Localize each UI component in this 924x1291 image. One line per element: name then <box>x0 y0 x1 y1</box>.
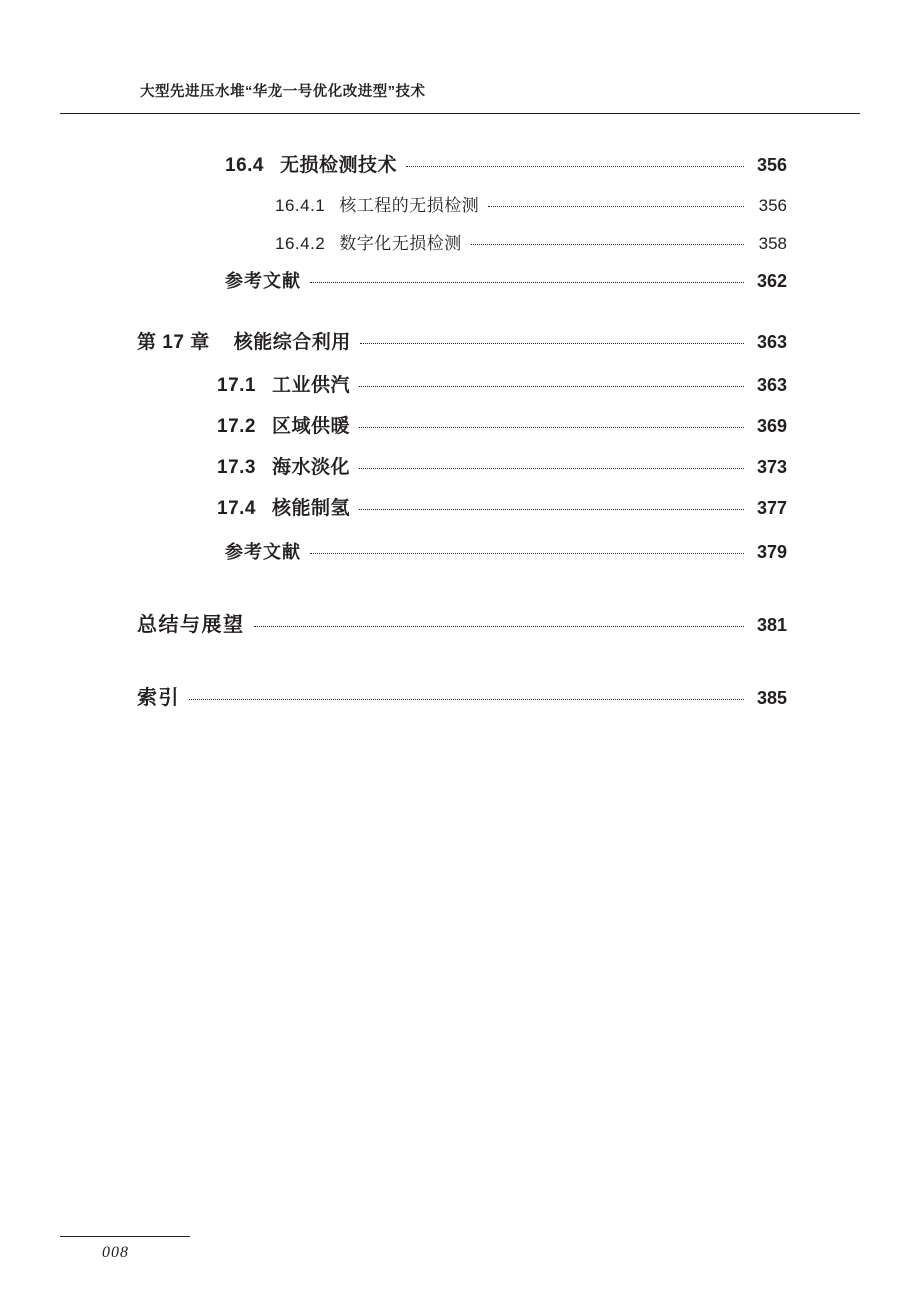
toc-entry-label <box>0 150 397 177</box>
leader-dots <box>254 626 745 627</box>
leader-dots <box>471 244 744 245</box>
toc-entry-subsection[interactable] <box>0 229 924 254</box>
toc-entry-label: 参考文献 <box>225 542 301 562</box>
toc-entry-label: 总结与展望 <box>137 614 245 636</box>
running-head <box>0 80 924 120</box>
running-head-title: 大型先进压水堆“华龙一号优化改进型”技术 <box>140 84 426 100</box>
leader-dots <box>406 166 744 167</box>
toc-entry-label: 索引 <box>137 687 180 709</box>
leader-dots <box>359 386 744 387</box>
toc-entry-title: 核工程的无损检测 <box>339 196 480 215</box>
toc-entry-title: 数字化无损检测 <box>339 234 462 253</box>
toc-entry-references[interactable] <box>0 267 924 293</box>
toc-entry-page: 377 <box>756 498 787 518</box>
toc-entry-number: 第 17 章 <box>137 332 210 353</box>
toc-entry-label <box>0 411 350 438</box>
page-number: 008 <box>102 1244 129 1261</box>
toc-entry-section[interactable] <box>0 150 924 177</box>
toc-entry-title: 核能综合利用 <box>233 332 351 353</box>
toc-entry-page: 363 <box>756 375 787 395</box>
toc-entry-chapter[interactable] <box>0 327 924 354</box>
toc-entry-page: 373 <box>756 457 787 477</box>
toc-entry-number: 17.4 <box>217 498 256 519</box>
leader-dots <box>310 553 744 554</box>
toc-entry-title: 无损检测技术 <box>279 155 397 176</box>
toc-entry-title: 区域供暖 <box>271 416 350 437</box>
toc-entry-page: 356 <box>758 196 787 215</box>
toc-entry-subsection[interactable] <box>0 191 924 216</box>
toc-entry-label <box>0 191 479 216</box>
leader-dots <box>488 206 744 207</box>
leader-dots <box>359 468 744 469</box>
toc-entry-title: 核能制氢 <box>271 498 350 519</box>
toc-entry-section[interactable] <box>0 370 924 397</box>
toc-entry-title: 工业供汽 <box>271 375 350 396</box>
leader-dots <box>310 282 744 283</box>
leader-dots <box>359 509 744 510</box>
table-of-contents <box>0 150 924 710</box>
toc-entry-number: 16.4 <box>225 155 264 176</box>
toc-entry-label <box>0 370 350 397</box>
toc-entry-page: 381 <box>756 615 787 635</box>
toc-entry-page: 358 <box>758 234 787 253</box>
toc-entry-page: 362 <box>756 271 787 291</box>
toc-entry-page: 363 <box>756 332 787 352</box>
toc-entry-number: 17.3 <box>217 457 256 478</box>
toc-entry-label: 参考文献 <box>225 271 301 291</box>
leader-dots <box>359 427 744 428</box>
toc-entry-page: 369 <box>756 416 787 436</box>
header-divider <box>60 113 860 114</box>
toc-entry-number: 17.2 <box>217 416 256 437</box>
toc-entry-section[interactable] <box>0 411 924 438</box>
toc-entry-page: 379 <box>756 542 787 562</box>
toc-entry-page: 385 <box>756 688 787 708</box>
toc-entry-label <box>0 493 350 520</box>
toc-entry-label <box>0 229 462 254</box>
toc-entry-backmatter[interactable] <box>0 608 924 637</box>
toc-entry-index[interactable] <box>0 681 924 710</box>
toc-entry-number: 17.1 <box>217 375 256 396</box>
leader-dots <box>360 343 744 344</box>
folio-divider <box>60 1236 190 1237</box>
toc-entry-number: 16.4.2 <box>275 234 326 253</box>
toc-entry-section[interactable] <box>0 452 924 479</box>
toc-entry-section[interactable] <box>0 493 924 520</box>
toc-entry-page: 356 <box>756 155 787 175</box>
leader-dots <box>189 699 744 700</box>
toc-entry-label <box>0 452 350 479</box>
toc-entry-references[interactable] <box>0 538 924 564</box>
toc-entry-number: 16.4.1 <box>275 196 326 215</box>
toc-entry-label <box>0 327 351 354</box>
toc-entry-title: 海水淡化 <box>271 457 350 478</box>
